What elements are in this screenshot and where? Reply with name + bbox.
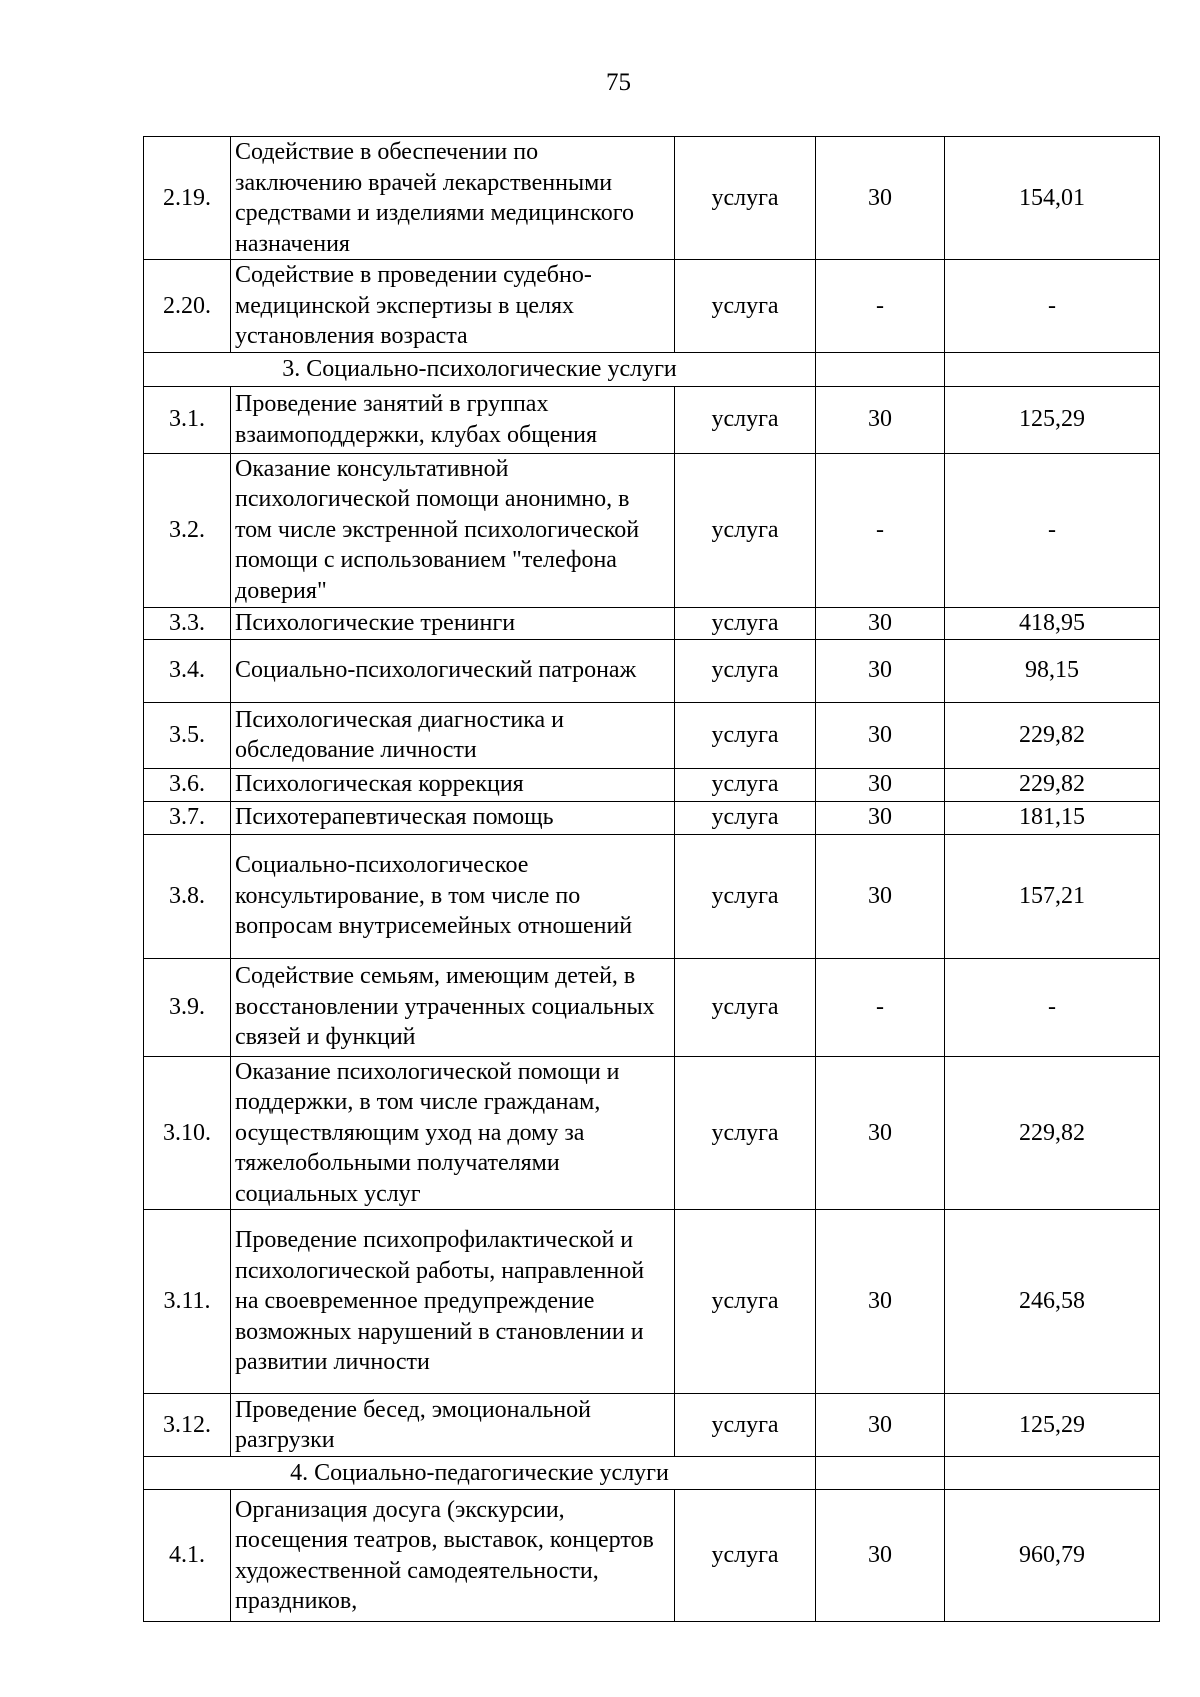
price-value: 229,82 xyxy=(945,1056,1160,1210)
row-number: 4.1. xyxy=(144,1490,231,1622)
section-row xyxy=(144,352,1160,386)
quantity-value: 30 xyxy=(816,607,945,639)
price-value: 418,95 xyxy=(945,607,1160,639)
price-value: - xyxy=(945,958,1160,1056)
service-name: Социально-психологическое консультирование, в том числе по вопросам внутрисемейных отношений xyxy=(231,834,675,958)
price-value: 181,15 xyxy=(945,801,1160,834)
row-number: 3.1. xyxy=(144,386,231,453)
unit-of-measure: услуга xyxy=(675,958,816,1056)
service-name: Социально-психологический патронаж xyxy=(231,639,675,702)
table-row xyxy=(144,137,1160,260)
unit-of-measure: услуга xyxy=(675,702,816,768)
quantity-value: 30 xyxy=(816,137,945,260)
service-name: Организация досуга (экскурсии, посещения театров, выставок, концертов художественной самодеятельности, праздников, xyxy=(231,1490,675,1622)
quantity-value: 30 xyxy=(816,1056,945,1210)
service-name: Психологическая коррекция xyxy=(231,768,675,801)
unit-of-measure: услуга xyxy=(675,1490,816,1622)
table-row xyxy=(144,639,1160,702)
table-row xyxy=(144,1056,1160,1210)
unit-of-measure: услуга xyxy=(675,260,816,353)
unit-of-measure: услуга xyxy=(675,1056,816,1210)
table-row xyxy=(144,607,1160,639)
row-number: 3.11. xyxy=(144,1210,231,1394)
quantity-value: 30 xyxy=(816,768,945,801)
unit-of-measure: услуга xyxy=(675,834,816,958)
quantity-value: 30 xyxy=(816,1394,945,1457)
row-number: 3.6. xyxy=(144,768,231,801)
row-number: 3.3. xyxy=(144,607,231,639)
price-value: 98,15 xyxy=(945,639,1160,702)
table-row xyxy=(144,1210,1160,1394)
quantity-value: 30 xyxy=(816,834,945,958)
service-name: Проведение занятий в группах взаимоподдержки, клубах общения xyxy=(231,386,675,453)
price-value: 229,82 xyxy=(945,702,1160,768)
service-name: Психологические тренинги xyxy=(231,607,675,639)
service-name: Содействие в проведении судебно-медицинской экспертизы в целях установления возраста xyxy=(231,260,675,353)
price-value: 125,29 xyxy=(945,1394,1160,1457)
table-row xyxy=(144,386,1160,453)
page-number: 75 xyxy=(606,69,631,96)
table-row xyxy=(144,260,1160,353)
price-value: - xyxy=(945,453,1160,607)
service-name: Оказание психологической помощи и поддержки, в том числе гражданам, осуществляющим уход на дому за тяжелобольными получателями социальных услуг xyxy=(231,1056,675,1210)
row-number: 3.10. xyxy=(144,1056,231,1210)
price-value: 246,58 xyxy=(945,1210,1160,1394)
row-number: 3.7. xyxy=(144,801,231,834)
quantity-value: 30 xyxy=(816,1490,945,1622)
price-value: 154,01 xyxy=(945,137,1160,260)
unit-of-measure: услуга xyxy=(675,453,816,607)
row-number: 2.19. xyxy=(144,137,231,260)
price-value: 125,29 xyxy=(945,386,1160,453)
table-row xyxy=(144,453,1160,607)
service-name: Психологическая диагностика и обследование личности xyxy=(231,702,675,768)
service-name: Проведение бесед, эмоциональной разгрузки xyxy=(231,1394,675,1457)
row-number: 3.4. xyxy=(144,639,231,702)
quantity-value: - xyxy=(816,958,945,1056)
row-number: 3.5. xyxy=(144,702,231,768)
price-value: 229,82 xyxy=(945,768,1160,801)
quantity-value: 30 xyxy=(816,386,945,453)
row-number: 3.8. xyxy=(144,834,231,958)
service-name: Проведение психопрофилактической и психологической работы, направленной на своевременное предупреждение возможных нарушений в становлении и развитии личности xyxy=(231,1210,675,1394)
empty-cell xyxy=(945,352,1160,386)
quantity-value: 30 xyxy=(816,801,945,834)
service-name: Содействие семьям, имеющим детей, в восстановлении утраченных социальных связей и функций xyxy=(231,958,675,1056)
unit-of-measure: услуга xyxy=(675,386,816,453)
empty-cell xyxy=(816,1457,945,1490)
empty-cell xyxy=(945,1457,1160,1490)
price-value: - xyxy=(945,260,1160,353)
unit-of-measure: услуга xyxy=(675,1394,816,1457)
quantity-value: - xyxy=(816,260,945,353)
table-row xyxy=(144,801,1160,834)
section-heading: 4. Социально-педагогические услуги xyxy=(144,1457,816,1490)
row-number: 3.9. xyxy=(144,958,231,1056)
price-value: 157,21 xyxy=(945,834,1160,958)
table-row xyxy=(144,958,1160,1056)
quantity-value: 30 xyxy=(816,1210,945,1394)
row-number: 3.12. xyxy=(144,1394,231,1457)
quantity-value: 30 xyxy=(816,702,945,768)
quantity-value: - xyxy=(816,453,945,607)
unit-of-measure: услуга xyxy=(675,137,816,260)
table-row xyxy=(144,1394,1160,1457)
row-number: 3.2. xyxy=(144,453,231,607)
empty-cell xyxy=(816,352,945,386)
service-name: Оказание консультативной психологической помощи анонимно, в том числе экстренной психологической помощи с использованием "телефона доверия" xyxy=(231,453,675,607)
table-row xyxy=(144,768,1160,801)
unit-of-measure: услуга xyxy=(675,801,816,834)
services-tariff-table xyxy=(143,136,1160,1622)
row-number: 2.20. xyxy=(144,260,231,353)
service-name: Психотерапевтическая помощь xyxy=(231,801,675,834)
unit-of-measure: услуга xyxy=(675,639,816,702)
unit-of-measure: услуга xyxy=(675,768,816,801)
unit-of-measure: услуга xyxy=(675,607,816,639)
quantity-value: 30 xyxy=(816,639,945,702)
service-name: Содействие в обеспечении по заключению врачей лекарственными средствами и изделиями медицинского назначения xyxy=(231,137,675,260)
table-row xyxy=(144,702,1160,768)
table-row xyxy=(144,1490,1160,1622)
section-heading: 3. Социально-психологические услуги xyxy=(144,352,816,386)
price-value: 960,79 xyxy=(945,1490,1160,1622)
unit-of-measure: услуга xyxy=(675,1210,816,1394)
table-row xyxy=(144,834,1160,958)
section-row xyxy=(144,1457,1160,1490)
